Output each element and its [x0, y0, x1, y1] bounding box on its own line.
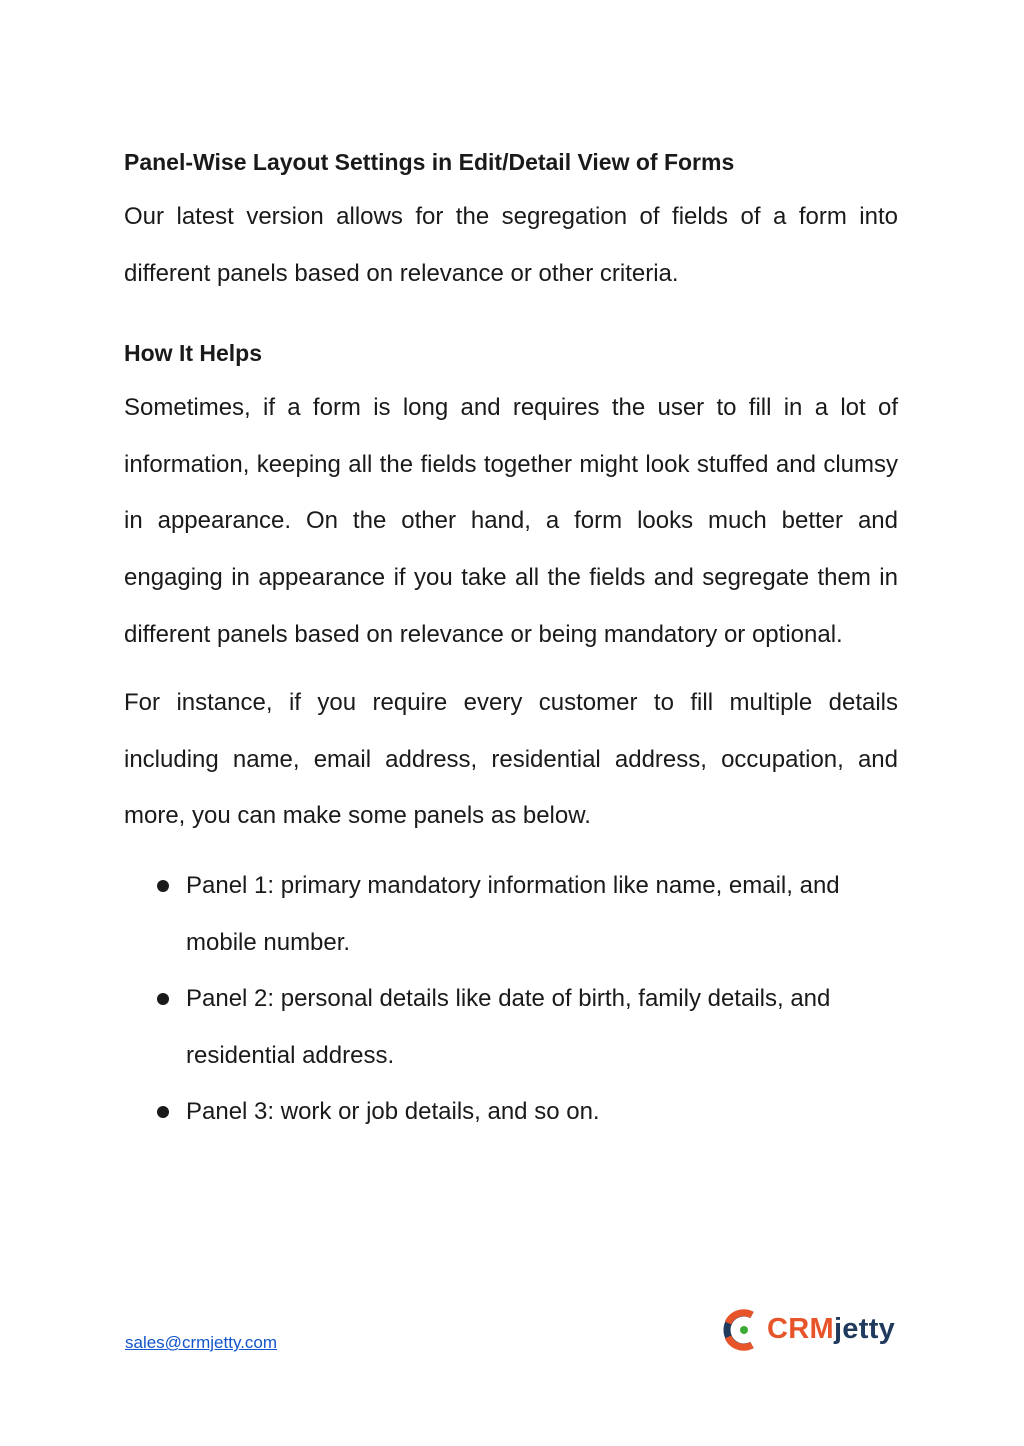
section-heading-how-it-helps: How It Helps	[124, 340, 263, 367]
section-heading-panel-layout: Panel-Wise Layout Settings in Edit/Detail View of Forms	[124, 149, 735, 175]
crmjetty-logo-mark-icon	[722, 1307, 762, 1353]
how-it-helps-paragraph: Sometimes, if a form is long and requires the user to fill in a lot of information, keeping all the fields together might look stuffed and clumsy in appearance. On the other hand, a form looks much better and engaging in appearance if you take all the fields and segregate them in different panels based on relevance or being mandatory or optional.	[124, 394, 898, 648]
logo-wordmark	[767, 1313, 895, 1346]
list-item-text: Panel 3: work or job details, and so on.	[186, 1098, 600, 1126]
logo-wordmark-crm: CRM	[767, 1313, 834, 1345]
list-item	[124, 1084, 898, 1141]
footer-email-link[interactable]: sales@crmjetty.com	[125, 1333, 278, 1352]
list-item	[124, 858, 898, 971]
list-item	[124, 971, 898, 1084]
bullet-icon	[157, 993, 169, 1005]
document-body	[124, 146, 898, 1141]
bullet-icon	[157, 880, 169, 892]
bullet-icon	[157, 1106, 169, 1118]
panel-list	[124, 858, 898, 1141]
example-paragraph: For instance, if you require every customer to fill multiple details including name, email address, residential address, occupation, and more, you can make some panels as below.	[124, 689, 898, 830]
intro-paragraph: Our latest version allows for the segregation of fields of a form into different panels based on relevance or other criteria.	[124, 203, 898, 287]
logo-wordmark-jetty: jetty	[833, 1313, 896, 1345]
list-item-text: Panel 1: primary mandatory information like name, email, and mobile number.	[186, 871, 840, 956]
crmjetty-logo	[722, 1305, 900, 1355]
list-item-text: Panel 2: personal details like date of birth, family details, and residential address.	[186, 985, 831, 1069]
